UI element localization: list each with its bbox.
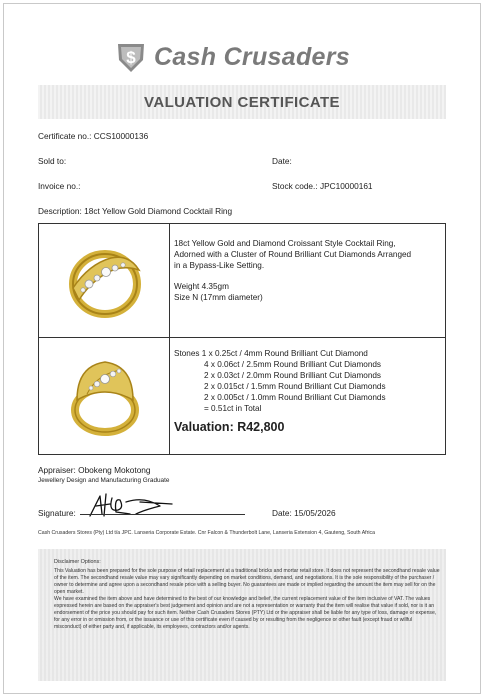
description-line: Adorned with a Cluster of Round Brilliant Cut Diamonds Arranged <box>174 250 412 259</box>
item-description: Description: 18ct Yellow Gold Diamond Cocktail Ring <box>38 206 233 216</box>
disclaimer-paragraph: We have examined the item above and have determined to the best of our knowledge and belief, the current replacement value of the item inclusive of VAT. The values expressed herein are based on the appraiser's best judgement and opinion and are not a representation or warranty that the item will realise that value if sold, nor is it an endorsement of the price you should pay for such item. Neither Cash Crusaders Stores (PTY) Ltd or the appraiser shall be liable for any type of loss, damage or expense, for any error in or omission from, or the issuance or use of this certificate even if caused by or resulting from the negligence or other fault (except fraud or willful misconduct) of either party and, if applicable, its employees, contractors and/or agents. <box>54 596 437 630</box>
item-description-cell <box>170 224 445 338</box>
sold-to-label: Sold to: <box>38 156 67 166</box>
stones-line: 2 x 0.005ct / 1.0mm Round Brilliant Cut Diamonds <box>204 393 386 402</box>
brand-name: Cash Crusaders <box>154 42 350 71</box>
company-address: Cash Crusaders Stores (Pty) Ltd t/a JPC. Lanseria Corporate Estate. Cnr Falcon & Thunderbolt Lane, Lanseria Extension 4, Gauteng, South Africa <box>38 530 375 536</box>
stones-line: 2 x 0.015ct / 1.5mm Round Brilliant Cut Diamonds <box>204 382 386 391</box>
weight: Weight 4.35gm <box>174 282 229 291</box>
signature-line <box>80 514 245 515</box>
stones-line: Stones 1 x 0.25ct / 4mm Round Brilliant Cut Diamond <box>174 349 368 358</box>
shield-dollar-icon <box>114 40 148 74</box>
svg-text:$: $ <box>126 48 136 67</box>
stock-code: Stock code.: JPC10000161 <box>272 181 373 191</box>
certificate-title: VALUATION CERTIFICATE <box>144 93 340 111</box>
stones-total: = 0.51ct in Total <box>204 404 262 413</box>
valuation-amount: Valuation: R42,800 <box>174 420 285 434</box>
brand-logo <box>114 38 374 76</box>
ring-photo-front-cell <box>39 338 170 454</box>
details-table <box>38 223 446 455</box>
certificate-number: Certificate no.: CCS10000136 <box>38 131 149 141</box>
disclaimer-box <box>38 549 446 681</box>
ring-photo-side-cell <box>39 224 170 338</box>
handwritten-signature <box>84 490 194 522</box>
ring-size: Size N (17mm diameter) <box>174 293 263 302</box>
title-banner <box>38 85 446 119</box>
description-line: in a Bypass-Like Setting. <box>174 261 265 270</box>
disclaimer-title: Disclaimer Options: <box>54 559 101 565</box>
appraisal-date: Date: 15/05/2026 <box>272 508 336 518</box>
stones-cell <box>170 338 445 454</box>
appraiser-qualification: Jewellery Design and Manufacturing Graduate <box>38 477 170 484</box>
description-line: 18ct Yellow Gold and Diamond Croissant Style Cocktail Ring, <box>174 239 396 248</box>
signature-label: Signature: <box>38 508 76 518</box>
date-label: Date: <box>272 156 292 166</box>
stones-line: 2 x 0.03ct / 2.0mm Round Brilliant Cut Diamonds <box>204 371 382 380</box>
ring-photo-front <box>63 352 147 440</box>
appraiser-name: Appraiser: Obokeng Mokotong <box>38 465 151 475</box>
stones-line: 4 x 0.06ct / 2.5mm Round Brilliant Cut Diamonds <box>204 360 382 369</box>
ring-photo-side <box>59 240 151 322</box>
invoice-label: Invoice no.: <box>38 181 81 191</box>
disclaimer-paragraph: This Valuation has been prepared for the sole purpose of retail replacement at a traditional bricks and mortar retail store. It does not represent the secondhand resale value of the item. The secondhand resale value may vary significantly depending on market conditions, demand, and negotiations. It is the sole responsibility of the purchaser / owner to determine and agree upon a secondhand resale price with a selling buyer. No guarantees are made or implied regarding the amount the item may sell for on the open market. <box>54 568 440 595</box>
